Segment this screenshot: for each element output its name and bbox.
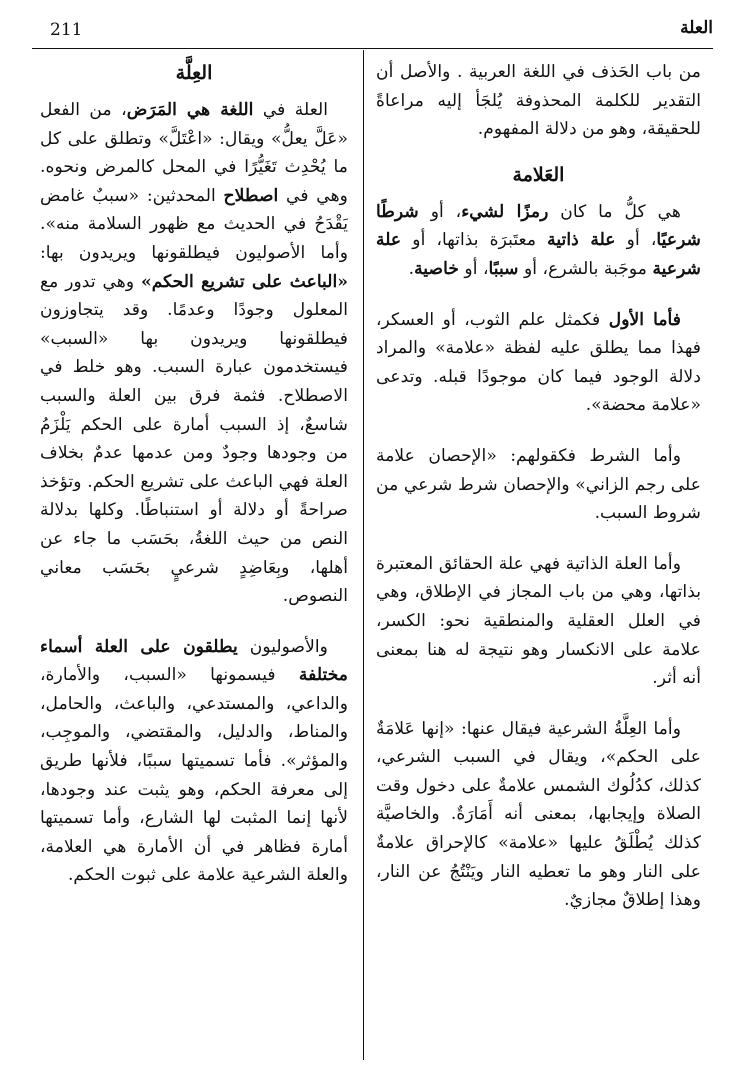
illa-paragraph-1: العلة في اللغة هي المَرَض، من الفعل «عَلَّ يعلُّ» ويقال: «اعْتَلَّ» وتطلق على كل ما يُحْدِث تَغَيُّرًا في المحل كالمرض ونحوه. وهي في اصطلاح المحدثين: «سببٌ غامض يَقْدَحُ في الحديث مع ظهور السلامة منه». وأما الأصوليون فيطلقونها ويريدون بها: «الباعث على تشريع الحكم» وهي تدور مع المعلول وجودًا وعدمًا. وقد يتجاوزون فيطلقونها ويريدون بها «السبب» فيستخدمون عبارة السبب. وهو خلط في الاصطلاح. فثمة فرق بين العلة والسبب شاسعٌ، إذ السبب أمارة على الحكم يَلْزَمُ من وجودها وجودٌ ومن عدمها عدمٌ بخلاف العلة فهي الباعث على تشريع الحكم. وتؤخذ صراحةً أو دلالة أو استنباطًا. وكلها بدلالة النص من حيث اللغةُ، بحَسَب ما جاء عن أهلها، وبِعَاضِدٍ شرعيٍ بحَسَب معاني النصوص. (40, 100, 348, 607)
alama-paragraph-2: فأما الأول فكمثل علم الثوب، أو العسكر، فهذا مما يطلق عليه لفظة «علامة» والمراد دلالة الوجود فيما كان موجودًا قبله. وتدعى «علامة محضة». (376, 309, 701, 416)
column-divider (363, 50, 364, 1060)
intro-paragraph: من باب الحَذف في اللغة العربية . والأصل أن التقدير للكلمة المحذوفة يُلجَأ إليه مراعاةً للحقيقة، وهو من دلالة المفهوم. (376, 62, 701, 140)
alama-paragraph-3: وأما الشرط فكقولهم: «الإحصان علامة على رجم الزاني» والإحصان شرط شرعي من شروط السبب. (376, 445, 701, 524)
running-title: العلة (680, 18, 713, 38)
page-header (32, 14, 713, 49)
page-number: 211 (50, 20, 83, 40)
section-heading-illa: العِلَّة (175, 62, 213, 84)
alama-paragraph-4: وأما العلة الذاتية فهي علة الحقائق المعتبرة بذاتها، وهي من باب المجاز في الإطلاق، وهي في العلل العقلية والمنطقية نحو: الكسر، علامة على الانكسار وهو نتيجة له هنا بمعنى أنه أثر. (376, 553, 701, 689)
alama-paragraph-1: هي كلُّ ما كان رمزًا لشيء، أو شرطًا شرعيًا، أو علة ذاتية معتَبرَة بذاتها، أو علة شرعية موجَبة بالشرع، أو سببًا، أو خاصية. (376, 201, 701, 279)
illa-paragraph-2: والأصوليون يطلقون على العلة أسماء مختلفة فيسمونها «السبب، والأمارة، والداعي، والمستدعي، والباعث، والحامل، والمناط، والدليل، والمقتضي، والموجِب، والمؤثر». فأما تسميتها سببًا، فلأنها طريق إلى معرفة الحكم، وهو يثبت عند وجودها، لأنها إنما المثبت لها الشارع، وأما تسميتها أمارة فظاهر في أن الأمارة هي العلامة، والعلة الشرعية علامة على ثبوت الحكم. (40, 636, 348, 886)
section-heading-alama: العَلامة (512, 163, 565, 186)
left-column (376, 58, 701, 937)
right-column (40, 58, 348, 912)
alama-paragraph-5: وأما العِلَّةُ الشرعية فيقال عنها: «إنها عَلامَةٌ على الحكم»، ويقال في السبب الشرعي، كذلك، كدُلُوك الشمس علامةٌ على دخول وقت الصلاة وإيجابها، بمعنى أنه أَمَارَةٌ. والخاصيَّة كذلك يُطْلَقُ عليها «علامة» كالإحراق علامةٌ على النار وهو ما تعطيه النار ويَنْتُجُ عن النار، وهذا إطلاقٌ مجازيٌ. (376, 718, 701, 911)
